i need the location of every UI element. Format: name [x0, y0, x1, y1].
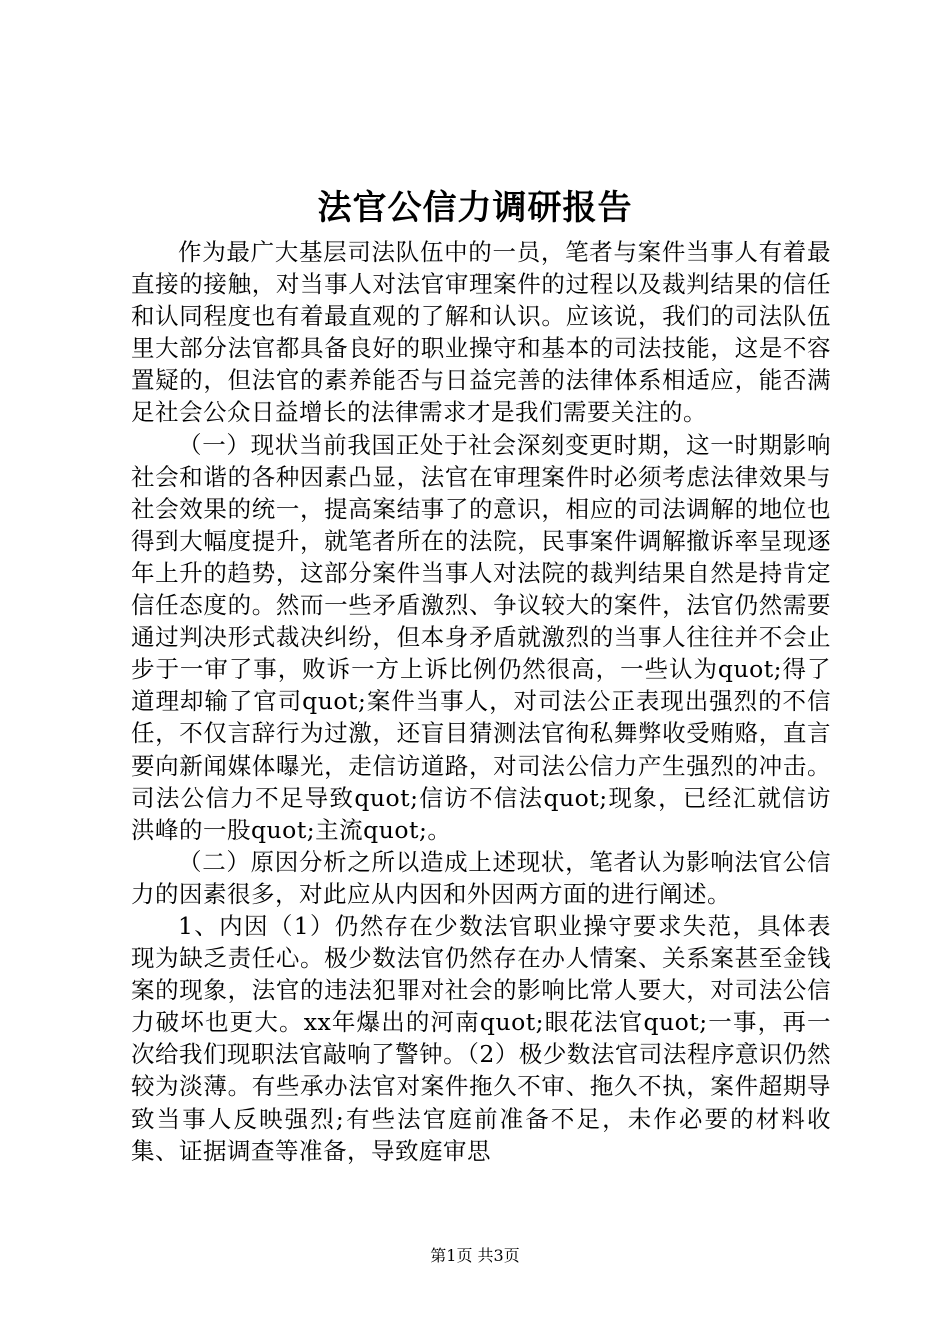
paragraph-cause-analysis: （二）原因分析之所以造成上述现状，笔者认为影响法官公信力的因素很多，对此应从内因和外因两方面的进行阐述。	[131, 847, 831, 908]
paragraph-internal-causes: 1、内因（1）仍然存在少数法官职业操守要求失范，具体表现为缺乏责任心。极少数法官仍然存在办人情案、关系案甚至金钱案的现象，法官的违法犯罪对社会的影响比常人要大，对司法公信力破坏也更大。xx年爆出的河南quot;眼花法官quot;一事，再一次给我们现职法官敲响了警钟。（2）极少数法官司法程序意识仍然较为淡薄。有些承办法官对案件拖久不审、拖久不执，案件超期导致当事人反映强烈;有些法官庭前准备不足，未作必要的材料收集、证据调查等准备，导致庭审思	[131, 911, 831, 1165]
page-number-footer: 第1页 共3页	[430, 1246, 520, 1265]
paragraph-intro: 作为最广大基层司法队伍中的一员，笔者与案件当事人有着最直接的接触，对当事人对法官审理案件的过程以及裁判结果的信任和认同程度也有着最直观的了解和认识。应该说，我们的司法队伍里大部分法官都具备良好的职业操守和基本的司法技能，这是不容置疑的，但法官的素养能否与日益完善的法律体系相适应，能否满足社会公众日益增长的法律需求才是我们需要关注的。	[131, 238, 831, 427]
paragraph-status: （一）现状当前我国正处于社会深刻变更时期，这一时期影响社会和谐的各种因素凸显，法官在审理案件时必须考虑法律效果与社会效果的统一，提高案结事了的意识，相应的司法调解的地位也得到大幅度提升，就笔者所在的法院，民事案件调解撤诉率呈现逐年上升的趋势，这部分案件当事人对法院的裁判结果自然是持肯定信任态度的。然而一些矛盾激烈、争议较大的案件，法官仍然需要通过判决形式裁决纠纷，但本身矛盾就激烈的当事人往往并不会止步于一审了事，败诉一方上诉比例仍然很高，一些认为quot;得了道理却输了官司quot;案件当事人，对司法公正表现出强烈的不信任，不仅言辞行为过激，还盲目猜测法官徇私舞弊收受贿赂，直言要向新闻媒体曝光，走信访道路，对司法公信力产生强烈的冲击。司法公信力不足导致quot;信访不信法quot;现象，已经汇就信访洪峰的一股quot;主流quot;。	[131, 430, 831, 844]
document-title: 法官公信力调研报告	[317, 188, 633, 228]
document-body	[131, 236, 831, 1167]
